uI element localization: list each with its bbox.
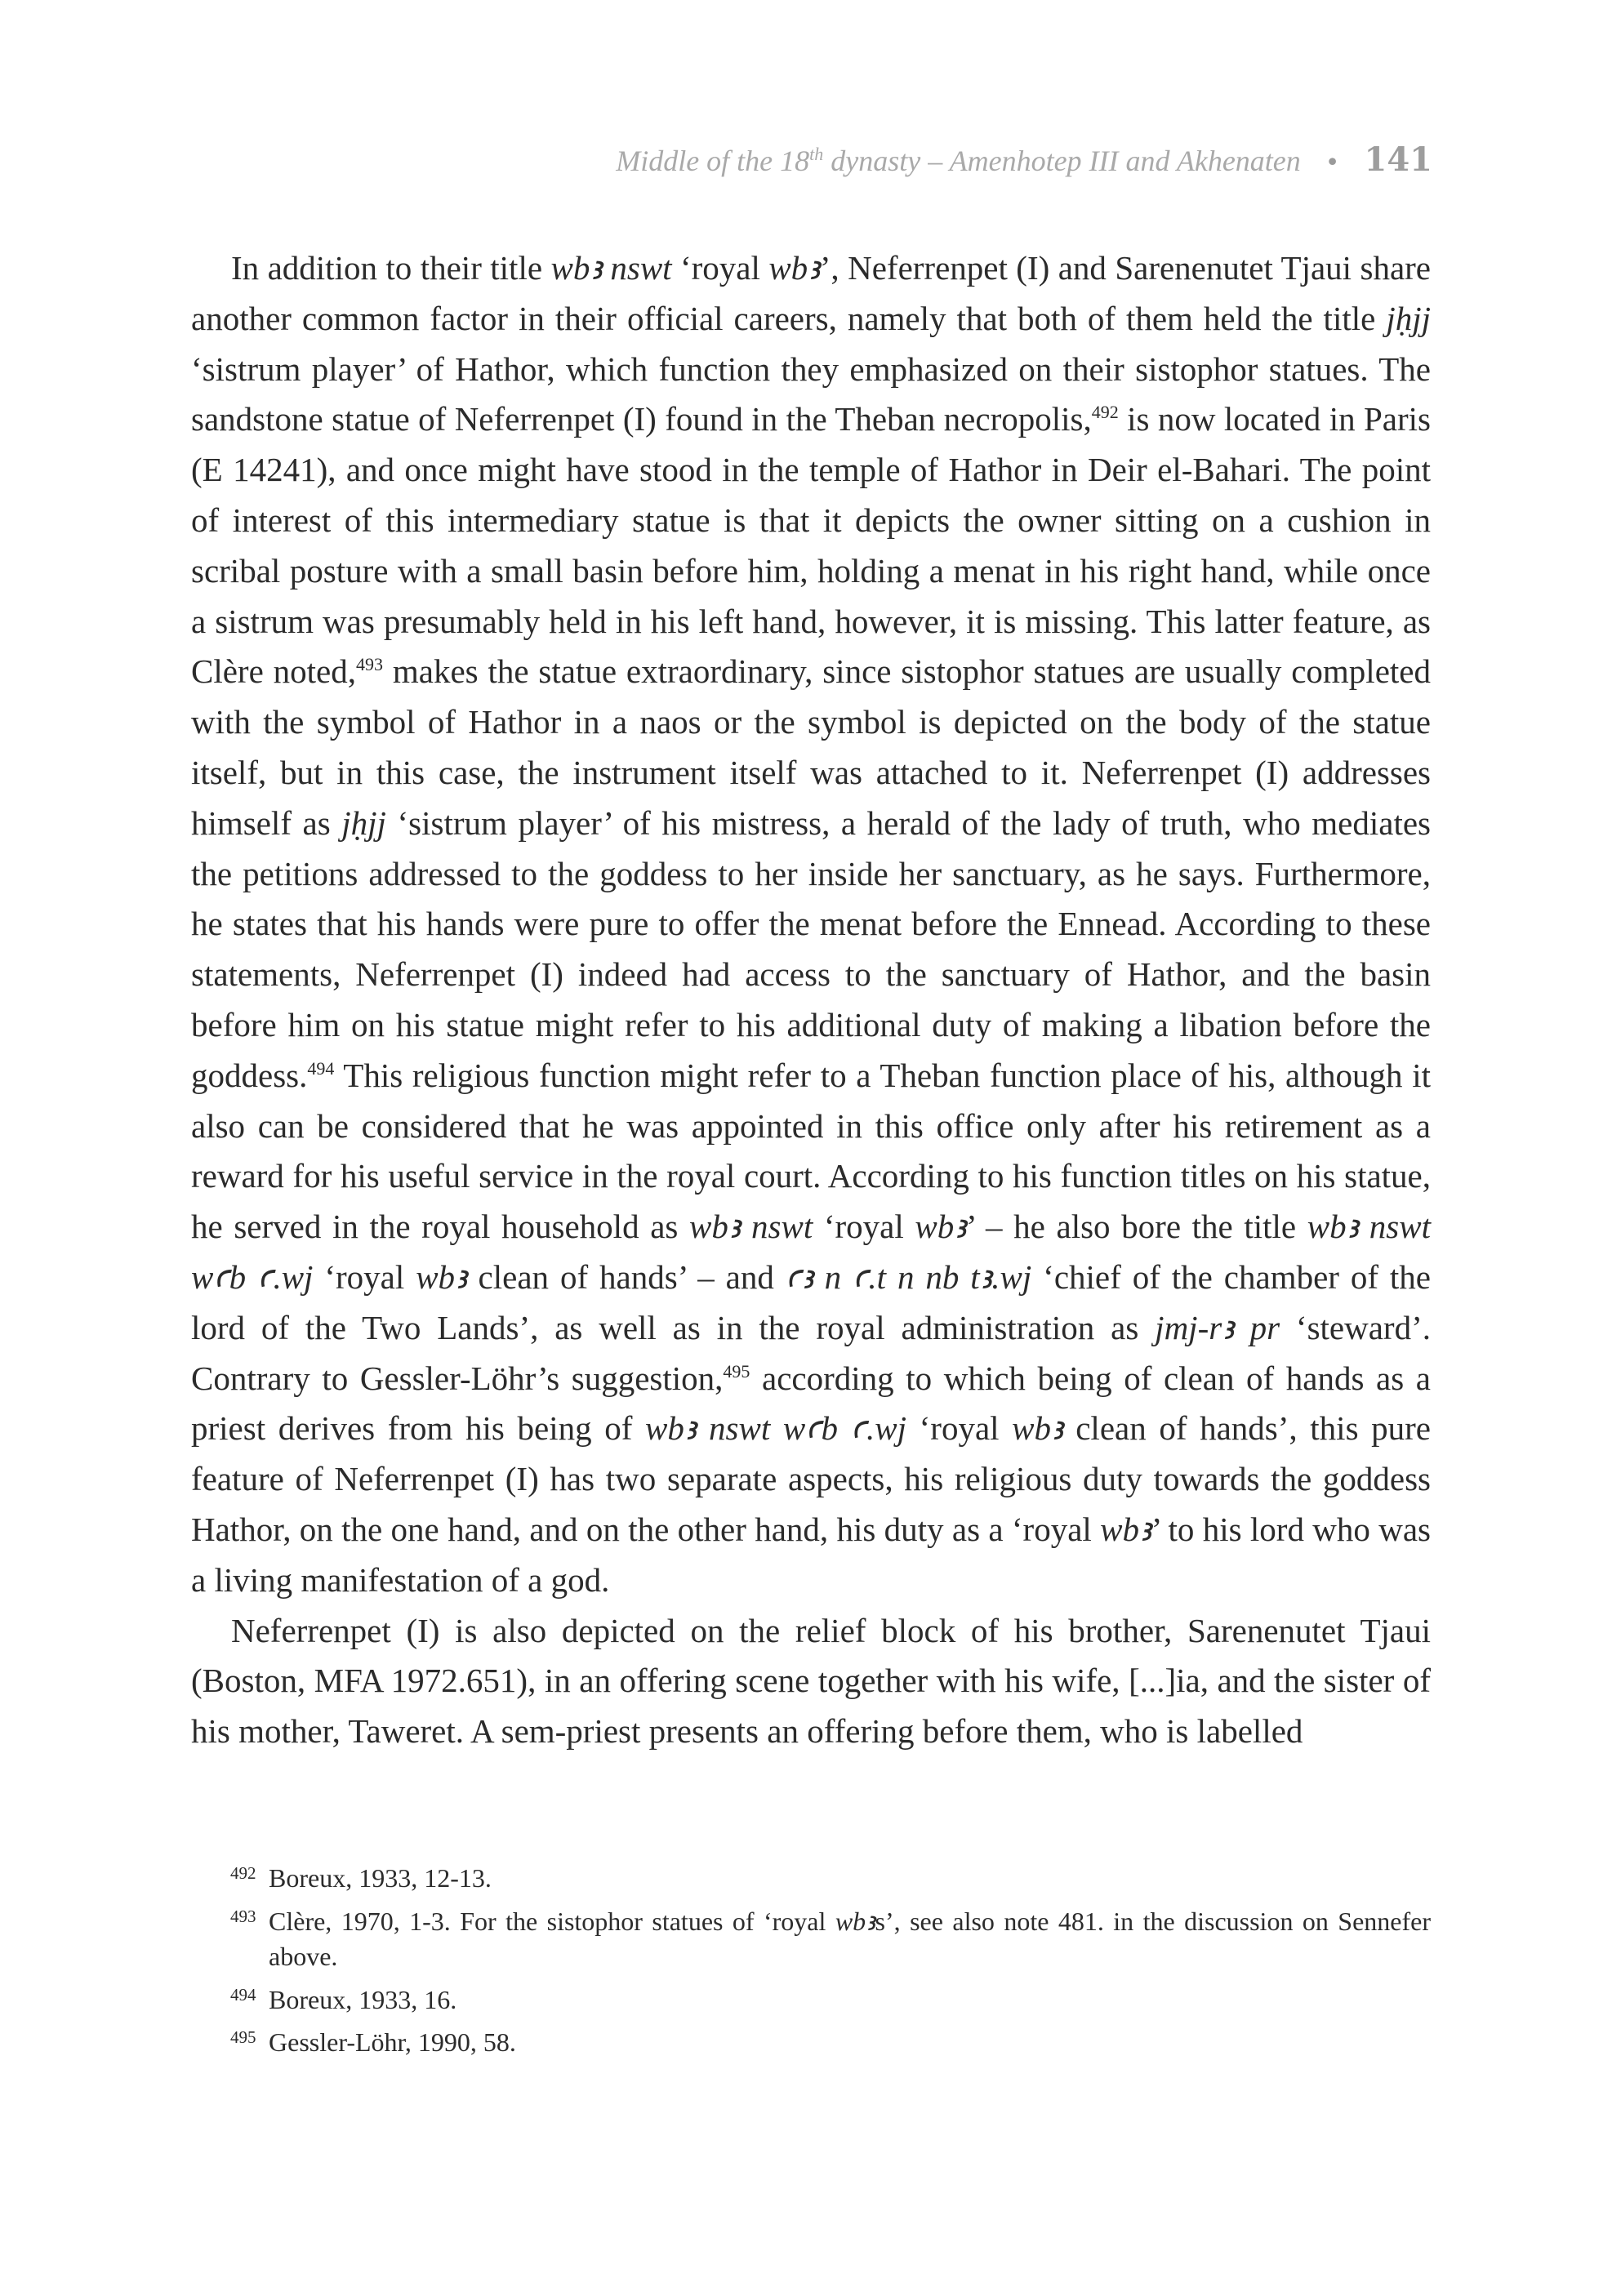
paragraph-2: Neferrenpet (I) is also depicted on the relief block of his brother, Sarenenutet Tjaui (Boston, MFA 1972.651), in an offering scene together with his wife, [...]ia, and the sister of his mother, Taweret. A sem-priest presents an offering before them, who is labelled <box>191 1611 1431 1751</box>
body-text <box>191 243 1431 1757</box>
running-head: Middle of the 18th dynasty – Amenhotep III and Akhenaten <box>616 144 1301 177</box>
footnote-text: Gessler-Löhr, 1990, 58. <box>269 2027 516 2057</box>
footnote-text: Clère, 1970, 1-3. For the sistophor statues of ‘royal wbꜣs’, see also note 481. in the discussion on Sennefer above. <box>269 1906 1432 1971</box>
footnote-ref-493[interactable]: 493 <box>356 654 383 675</box>
footnote-number: 495 <box>230 2027 256 2047</box>
footnote-number: 493 <box>230 1906 256 1926</box>
footnote-number: 494 <box>230 1984 256 2005</box>
footnote-492 <box>230 1861 1431 1897</box>
footnote-ref-492[interactable]: 492 <box>1091 402 1119 423</box>
page-number: 141 <box>1364 140 1432 179</box>
footnote-493 <box>230 1904 1431 1975</box>
footnote-494 <box>230 1982 1431 2018</box>
footnote-text: Boreux, 1933, 12-13. <box>269 1863 492 1893</box>
footnote-ref-495[interactable]: 495 <box>723 1360 750 1382</box>
footnote-text: Boreux, 1933, 16. <box>269 1984 457 2014</box>
footnote-495 <box>230 2025 1431 2061</box>
paragraph-1: In addition to their title wbꜣ nswt ‘royal wbꜣ’, Neferrenpet (I) and Sarenenutet Tjaui share another common factor in their official careers, namely that both of them held the title jḥjj ‘sistrum player’ of Hathor, which function they emphasized on their sistophor statues. The sandstone statue of Neferrenpet (I) found in the Theban necropolis,$^{492}$ is now located in Paris (E 14241), and once might have stood in the temple of Hathor in Deir el-Bahari. The point of interest of this intermediary statue is that it depicts the owner sitting on a cushion in scribal posture with a small basin before him, holding a menat in his right hand, while once a sistrum was presumably held in his left hand, however, it is missing. This latter feature, as Clère noted,$^{493}$ makes the statue extraordinary, since sistophor statues are usually completed with the symbol of Hathor in a naos or the symbol is depicted on the body of the statue itself, but in this case, the instrument itself was attached to it. Neferrenpet (I) addresses himself as jḥjj ‘sistrum player’ of his mistress, a herald of the lady of truth, who mediates the petitions addressed to the goddess to her inside her sanctuary, as he says. Furthermore, he states that his hands were pure to offer the menat before the Ennead. According to these statements, Neferrenpet (I) indeed had access to the sanctuary of Hathor, and the basin before him on his statue might refer to his additional duty of making a libation before the goddess.$^{494}$ This religious function might refer to a Theban function place of his, although it also can be considered that he was appointed in this office only after his retirement as a reward for his useful service in the royal court. According to his function titles on his statue, he served in the royal household as wbꜣ nswt ‘royal wbꜣ’ – he also bore the title wbꜣ nswt wꜥb ꜥ.wj ‘royal wbꜣ clean of hands’ – and ꜥꜣ n ꜥ.t n nb tꜣ.wj ‘chief of the chamber of the lord of the Two Lands’, as well as in the royal administration as jmj-rꜣ pr ‘steward’. Contrary to Gessler-Löhr’s suggestion,$^{495}$ according to which being of clean of hands as a priest derives from his being of wbꜣ nswt wꜥb ꜥ.wj ‘royal wbꜣ clean of hands’, this pure feature of Neferrenpet (I) has two separate aspects, his religious duty towards the goddess Hathor, on the one hand, and on the other hand, his duty as a ‘royal wbꜣ’ to his lord who was a living manifestation of a god. <box>191 249 1432 1599</box>
page-header <box>616 140 1432 179</box>
footnote-ref-494[interactable]: 494 <box>307 1057 335 1079</box>
footnote-number: 492 <box>230 1863 256 1883</box>
header-separator-dot: • <box>1325 149 1340 177</box>
footnotes <box>230 1861 1431 2068</box>
